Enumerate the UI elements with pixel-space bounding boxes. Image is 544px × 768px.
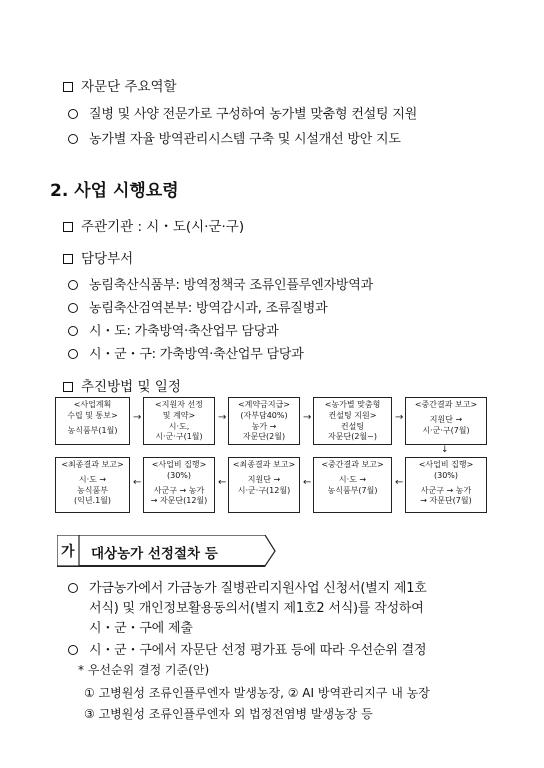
list-item-continuation: 시・군・구에 제출	[89, 621, 193, 636]
arrow-left-icon: ←	[218, 477, 227, 488]
circle-bullet-icon	[68, 303, 78, 313]
flow-box-select: <지원자 선정 및 계약> 시·도, 시·군·구(1월)	[143, 397, 215, 445]
criteria-title: * 우선순위 결정 기준(안)	[78, 663, 210, 677]
section-title: 2. 사업 시행요령	[50, 181, 179, 201]
circle-bullet-icon	[68, 109, 78, 119]
square-bullet-icon	[63, 382, 73, 392]
circle-bullet-icon	[68, 349, 78, 359]
flow-box-expense-interim: <사업비 집행> (30%) 사군구 → 농가 → 자문단(7월)	[405, 457, 487, 513]
square-bullet-icon	[63, 82, 73, 92]
arrow-left-icon: ←	[395, 477, 404, 488]
list-item: 시・군・구에서 자문단 선정 평가표 등에 따라 우선순위 결정	[68, 639, 426, 658]
circle-bullet-icon	[68, 645, 78, 655]
flow-box-expense-final: <사업비 집행> (30%) 사군구 → 농가 → 자문단(12월)	[143, 457, 215, 513]
arrow-down-icon: ↓	[441, 445, 449, 455]
criteria-item: ③ 고병원성 조류인플루엔자 외 법정전염병 발생농장 등	[84, 707, 373, 721]
flow-box-interim-report: <중간결과 보고> 지원단 → 시·군·구(7월)	[405, 397, 487, 445]
square-bullet-icon	[63, 222, 73, 232]
arrow-right-icon: →	[218, 412, 227, 423]
flow-box-plan: <사업계획 수립 및 통보> 농식품부(1월)	[55, 397, 130, 445]
roles-heading	[63, 75, 177, 95]
list-item: 농가별 자율 방역관리시스템 구축 및 시설개선 방안 지도	[68, 128, 401, 147]
circle-bullet-icon	[68, 583, 78, 593]
subsection-title: 대상농가 선정절차 등	[91, 546, 218, 562]
subsection-header	[57, 535, 277, 567]
dept-heading: 담당부서	[63, 247, 133, 267]
host-heading: 주관기관 : 시・도(시·군·구)	[63, 215, 244, 235]
square-bullet-icon	[63, 254, 73, 264]
roles-title: 자문단 주요역할	[81, 79, 177, 95]
list-item: 가금농가에서 가금농가 질병관리지원사업 신청서(별지 제1호	[68, 577, 427, 596]
flow-box-interim-report-ministry: <중간결과 보고> 시·도 → 농식품부(7월)	[313, 457, 392, 513]
subsection-label: 가	[61, 544, 75, 560]
list-item: 시・도: 가축방역·축산업무 담당과	[68, 320, 278, 339]
circle-bullet-icon	[68, 280, 78, 290]
arrow-right-icon: →	[303, 412, 312, 423]
list-item: 농림축산식품부: 방역정책국 조류인플루엔자방역과	[68, 274, 373, 293]
flow-box-final-report-ministry: <최종결과 보고> 시·도 → 농식품부 (익년.1월)	[55, 457, 130, 513]
flow-box-final-report: <최종결과 보고> 지원단 → 시·군·구(12월)	[228, 457, 300, 513]
arrow-left-icon: ←	[133, 477, 142, 488]
flow-box-consulting: <농가별 맞춤형 컨설팅 지원> 컨설팅 자문단(2월~)	[313, 397, 392, 445]
flow-box-deposit: <계약금지급> (자부담40%) 농가 → 자문단(2월)	[228, 397, 300, 445]
circle-bullet-icon	[68, 326, 78, 336]
list-item: 농림축산검역본부: 방역감시과, 조류질병과	[68, 297, 327, 316]
arrow-right-icon: →	[395, 412, 404, 423]
criteria-item: ① 고병원성 조류인플루엔자 발생농장, ② AI 방역관리지구 내 농장	[84, 686, 430, 700]
list-item: 시・군・구: 가축방역·축산업무 담당과	[68, 343, 304, 362]
list-item-continuation: 서식) 및 개인정보활용동의서(별지 제1호2 서식)를 작성하여	[89, 601, 424, 616]
circle-bullet-icon	[68, 134, 78, 144]
plan-heading: 추진방법 및 일정	[63, 375, 181, 395]
arrow-right-icon: →	[133, 412, 142, 423]
arrow-left-icon: ←	[303, 477, 312, 488]
list-item: 질병 및 사양 전문가로 구성하여 농가별 맞춤형 컨설팅 지원	[68, 103, 417, 122]
